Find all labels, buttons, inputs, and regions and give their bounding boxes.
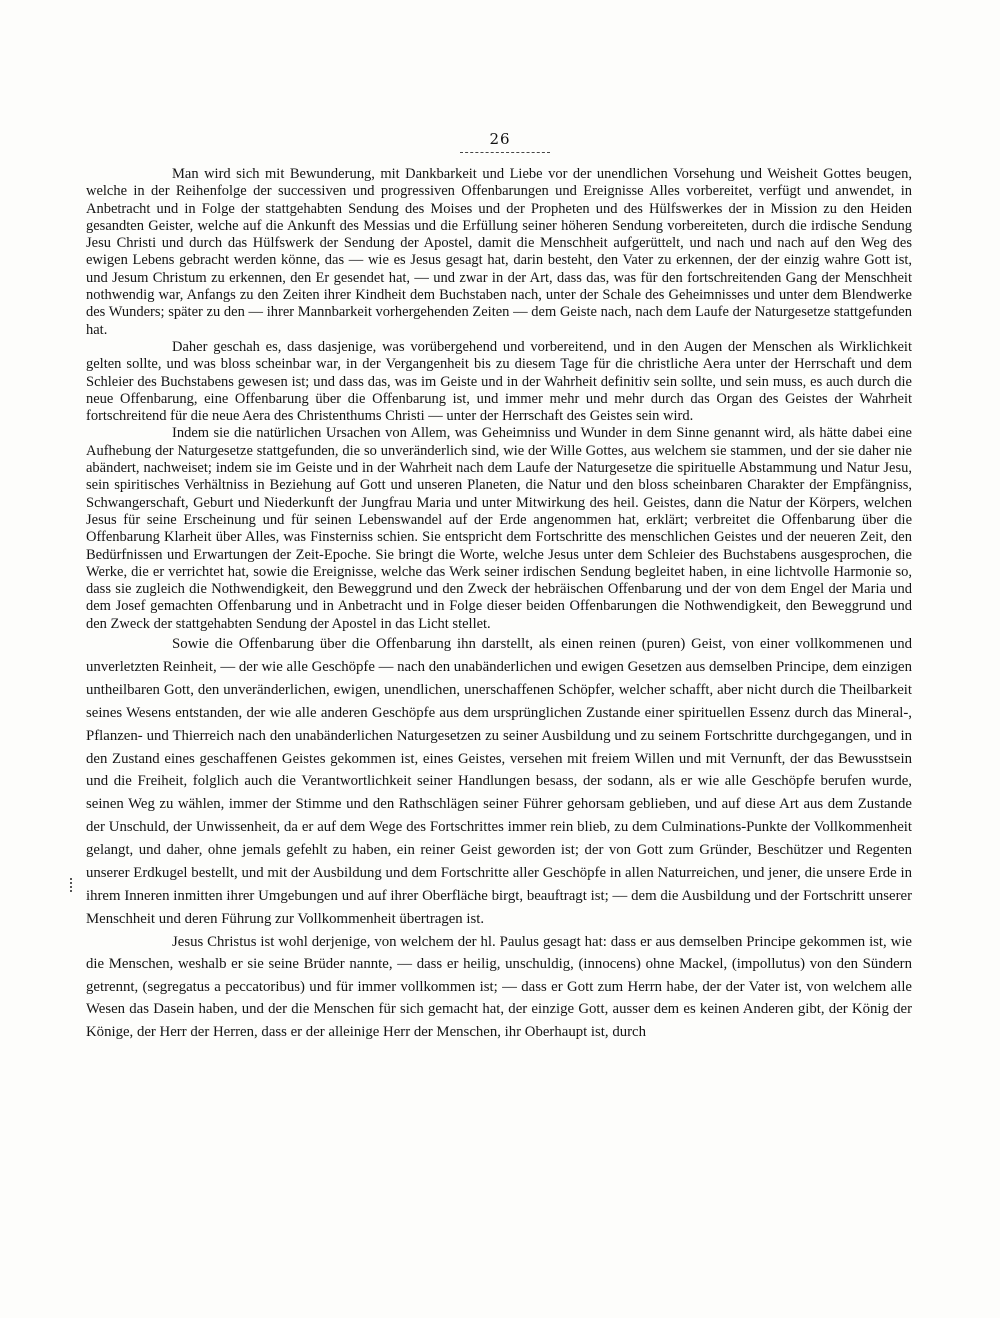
- body-text: [86, 166, 912, 1043]
- paragraph: Jesus Christus ist wohl derjenige, von welchem der hl. Paulus gesagt hat: dass er aus demselben Principe gekommen ist, wie die Menschen, weshalb er sie seine Brüder nannte, — dass er heilig, unschuldig, (innocens) ohne Mackel, (impollutus) von den Sündern getrennt, (segregatus a peccatoribus) und für immer vollkommen ist; — dass er Gott zum Herrn habe, der der Vater ist, von welchem alle Wesen das Dasein haben, und der die Menschen für sich gemacht hat, der einzige Gott, ausser dem es keinen Anderen gibt, der König der Könige, der Herr der Herren, dass er der alleinige Herr der Menschen, ihr Oberhaupt ist, durch: [86, 933, 912, 1040]
- paragraph: Man wird sich mit Bewunderung, mit Dankbarkeit und Liebe vor der unendlichen Vorsehung und Weisheit Gottes beugen, welche in der Reihenfolge der successiven und progressiven Offenbarungen und Ereignisse Alles vorbereitet, verfügt und anwendet, in Anbetracht und in Folge der stattgehabten Sendung des Moises und der Propheten und des Hülfswerkes der in Mission zu den Heiden gesandten Geister, welche auf die Ankunft des Messias und die Erfüllung seiner höheren Sendung vorbereiteten, durch die irdische Sendung Jesu Christi und durch das Hülfswerk der Sendung der Apostel, damit die Menschheit aufgerüttelt, und nach und nach auf den Weg des ewigen Lebens gebracht werden könne, das — wie es Jesus gesagt hat, darin besteht, den Vater zu erkennen, der der einzig wahre Gott ist, und Jesum Christum zu erkennen, den Er gesendet hat, — und zwar in der Art, dass das, was für den fortschreitenden Gang der Menschheit nothwendig war, Anfangs zu den Zeiten ihrer Kindheit dem Buchstaben nach, unter der Schale des Geheimnisses und unter dem Blendwerke des Wunders; später zu den — ihrer Mannbarkeit vorhergehenden Zeiten — dem Geiste nach, nach dem Laufe der Naturgesetze stattgefunden hat.: [86, 166, 912, 338]
- paragraph: Daher geschah es, dass dasjenige, was vorübergehend und vorbereitend, und in den Augen der Menschen als Wirklichkeit gelten sollte, und was bloss scheinbar war, in der Vergangenheit bis zu diesem Tage für die christliche Aera unter der Herrschaft und dem Schleier des Buchstabens gewesen ist; und dass das, was im Geiste und in der Wahrheit definitiv sein sollte, und sein muss, es auch durch die neue Offenbarung, eine Offenbarung über die Offenbarung ist, und immer mehr und mehr durch das Organ des Geistes der Wahrheit fortschreitend für die neue Aera des Christenthums Christi — unter der Herrschaft des Geistes sein wird.: [86, 338, 912, 425]
- paragraph: Indem sie die natürlichen Ursachen von Allem, was Geheimniss und Wunder in dem Sinne genannt wird, als hätte dabei eine Aufhebung der Naturgesetze stattgefunden, die so unveränderlich sind, wie der Wille Gottes, aus welchem sie stammen, und der sie daher nie abändert, nachweiset; indem sie im Geiste und in der Wahrheit nach dem Laufe der Naturgesetze die spirituelle Abstammung und Natur Jesu, sein spiritisches Verhältniss in Beziehung auf Gott und unseren Planeten, die Natur und den bloss scheinbaren Charakter der Empfängniss, Schwangerschaft, Geburt und Niederkunft der Jungfrau Maria und unter Mitwirkung des heil. Geistes, dann die Natur der Körpers, welchen Jesus für seine Erscheinung und für seinen Lebenswandel auf der Erde angenommen hat, erklärt; verbreitet die Offenbarung über die Offenbarung Klarheit über Alles, was Finsterniss schien. Sie entspricht dem Fortschritte des menschlichen Geistes und der neueren Zeit, den Bedürfnissen und Erwartungen der Zeit-Epoche. Sie bringt die Worte, welche Jesus unter dem Schleier des Buchstabens ausgesprochen, die Werke, die er verrichtet hat, sowie die Ereignisse, welche das Werk seiner irdischen Sendung begleitet haben, in eine lichtvolle Harmonie so, dass sie zugleich die Nothwendigkeit, den Beweggrund und den Zweck der hebräischen Offenbarung und der von dem Engel der Maria und dem Josef gemachten Offenbarung und in Anbetracht und in Folge dieser beiden Offenbarungen die Nothwendigkeit, den Beweggrund und den Zweck der stattgehabten Sendung der Apostel in das Licht stellet.: [86, 425, 912, 632]
- page-number: 26: [489, 130, 511, 148]
- margin-mark: [70, 878, 74, 892]
- paragraph: Sowie die Offenbarung über die Offenbarung ihn darstellt, als einen reinen (puren) Geist, von einer vollkommenen und unverletzten Reinheit, — der wie alle Geschöpfe — nach den unabänderlichen und ewigen Gesetzen aus demselben Principe, dem einzigen untheilbaren Gott, den unveränderlichen, ewigen, unendlichen, unerschaffenen Schöpfer, welcher schafft, aber nicht durch die Theilbarkeit seines Wesens entstanden, der wie alle anderen Geschöpfe aus dem ursprünglichen Zustande einer spirituellen Essenz durch das Mineral-, Pflanzen- und Thierreich nach den unabänderlichen Naturgesetzen zu seiner Ausbildung und zu seinem Fortschritte durchgegangen, und in den Zustand eines geschaffenen Geistes gekommen ist, eines Geistes, versehen mit freiem Willen und mit Vernunft, der das Bewusstsein und die Freiheit, folglich auch die Verantwortlichkeit seiner Handlungen besass, der sodann, als er wie alle Geschöpfe berufen wurde, seinen Weg zu wählen, immer der Stimme und den Rathschlägen seiner Führer gehorsam geblieben, und auf diese Art aus dem Zustande der Unschuld, der Unwissenheit, da er auf dem Wege des Fortschrittes immer rein blieb, zu dem Culminations-Punkte der Vollkommenheit gelangt, und daher, ohne jemals gefehlt zu haben, ein reiner Geist geworden ist; der von Gott zum Gründer, Beschützer und Regenten unserer Erdkugel bestellt, und mit der Ausbildung und dem Fortschritte aller Geschöpfe in allen Naturreichen, und jener, die unsere Erde in ihrem Inneren inmitten ihrer Umgebungen und auf ihrer Oberfläche birgt, beauftragt ist; — dem die Ausbildung und der Fortschritt unserer Menschheit und deren Führung zur Vollkommenheit übertragen ist.: [86, 636, 912, 927]
- page-number-rule: [460, 152, 550, 153]
